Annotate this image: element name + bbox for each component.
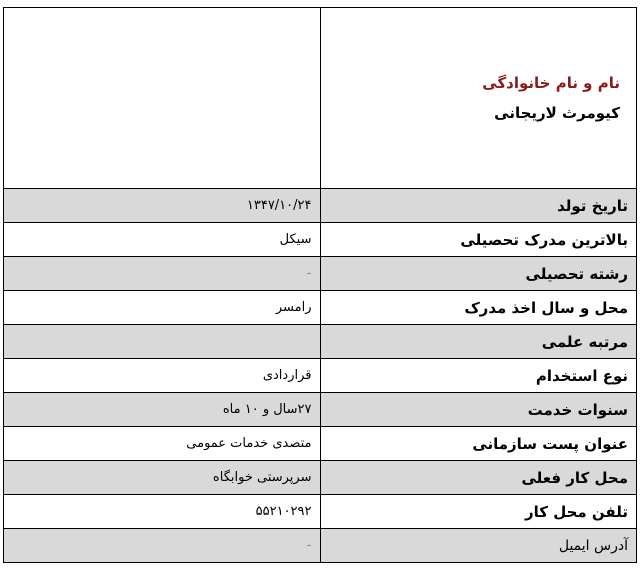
table-row-job-title — [4, 427, 637, 461]
table-row-email — [4, 529, 637, 563]
row-label: محل و سال اخذ مدرک — [320, 291, 637, 325]
table-row-degree — [4, 223, 637, 257]
row-value: سیکل — [4, 223, 321, 257]
row-label: بالاترین مدرک تحصیلی — [320, 223, 637, 257]
row-value: متصدی خدمات عمومی — [4, 427, 321, 461]
table-row-degree-place — [4, 291, 637, 325]
row-label: آدرس ایمیل — [320, 529, 637, 563]
row-value: ۵۵۲۱۰۲۹۲ — [4, 495, 321, 529]
row-value: ۲۷سال و ۱۰ ماه — [4, 393, 321, 427]
row-label: سنوات خدمت — [320, 393, 637, 427]
row-value — [4, 325, 321, 359]
row-value: - — [4, 529, 321, 563]
table-row-work-phone — [4, 495, 637, 529]
name-label: نام و نام خانوادگی — [482, 74, 620, 92]
table-row-field — [4, 257, 637, 291]
table-row-employment-type — [4, 359, 637, 393]
row-label: عنوان پست سازمانی — [320, 427, 637, 461]
row-value: قراردادی — [4, 359, 321, 393]
photo-cell — [4, 8, 321, 189]
row-label: تاریخ تولد — [320, 189, 637, 223]
profile-table — [3, 7, 637, 563]
name-cell — [320, 8, 637, 189]
row-label: محل کار فعلی — [320, 461, 637, 495]
name-value: کیومرث لاریجانی — [494, 104, 620, 122]
row-value: رامسر — [4, 291, 321, 325]
table-row-academic-rank — [4, 325, 637, 359]
table-row-current-workplace — [4, 461, 637, 495]
table-row-birth-date — [4, 189, 637, 223]
row-value: سرپرستی خوابگاه — [4, 461, 321, 495]
row-label: رشته تحصیلی — [320, 257, 637, 291]
header-row — [4, 8, 637, 189]
table-row-service-years — [4, 393, 637, 427]
row-label: نوع استخدام — [320, 359, 637, 393]
row-label: تلفن محل کار — [320, 495, 637, 529]
row-value: ۱۳۴۷/۱۰/۲۴ — [4, 189, 321, 223]
row-value: - — [4, 257, 321, 291]
row-label: مرتبه علمی — [320, 325, 637, 359]
